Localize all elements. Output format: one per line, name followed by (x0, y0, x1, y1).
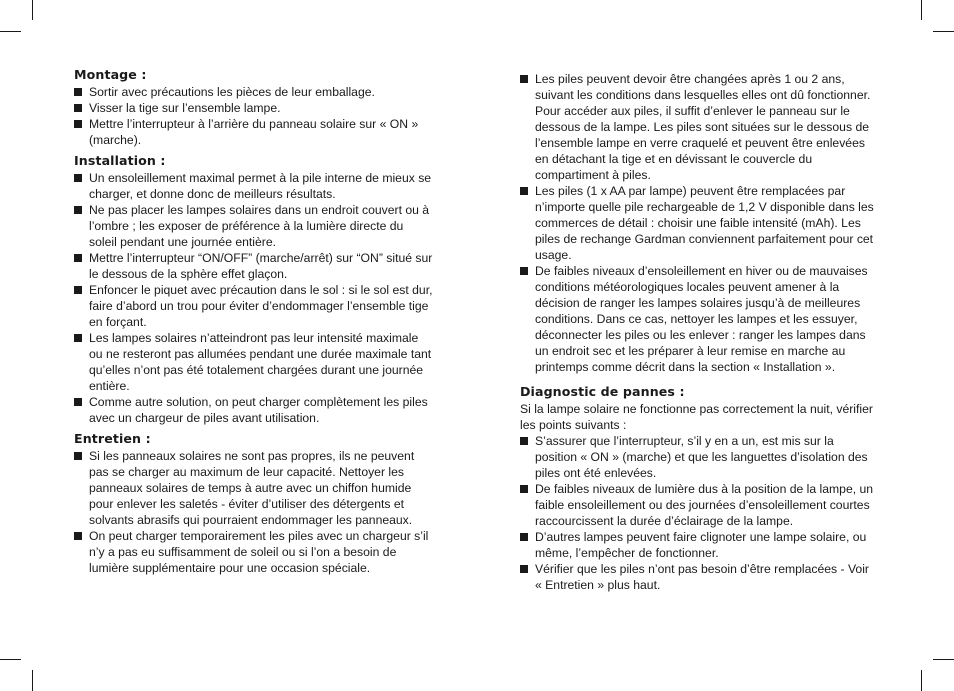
list-item: Comme autre solution, on peut charger complètement les piles avec un chargeur de piles avant utilisation. (74, 394, 434, 426)
section-title: Diagnostic de pannes : (520, 384, 685, 399)
crop-mark (0, 31, 21, 32)
square-bullet-icon (74, 334, 82, 342)
section-title: Installation : (74, 153, 166, 168)
list-item: Vérifier que les piles n’ont pas besoin d’être remplacées - Voir « Entretien » plus haut. (520, 561, 878, 593)
list-item: Mettre l’interrupteur à l’arrière du panneau solaire sur « ON » (marche). (74, 116, 434, 148)
list-item: On peut charger temporairement les piles avec un chargeur s’il n’y a pas eu suffisamment de soleil ou si l’on a besoin de lumière supplémentaire pour une occasion spéciale. (74, 528, 434, 576)
square-bullet-icon (520, 437, 528, 445)
bullet-list (520, 71, 878, 375)
list-item: Ne pas placer les lampes solaires dans un endroit couvert ou à l’ombre ; les exposer de préférence à la lumière directe du soleil pendant une journée entière. (74, 202, 434, 250)
crop-mark (32, 0, 33, 20)
bullet-list (520, 433, 878, 593)
square-bullet-icon (520, 187, 528, 195)
bullet-list (74, 448, 434, 576)
square-bullet-icon (520, 533, 528, 541)
square-bullet-icon (74, 286, 82, 294)
square-bullet-icon (74, 88, 82, 96)
list-item: S’assurer que l’interrupteur, s’il y en a un, est mis sur la position « ON » (marche) et que les languettes d’isolation des piles ont été enlevées. (520, 433, 878, 481)
list-item: Un ensoleillement maximal permet à la pile interne de mieux se charger, et donne donc de meilleurs résultats. (74, 170, 434, 202)
section-diagnostic (520, 383, 878, 593)
square-bullet-icon (74, 398, 82, 406)
list-item: Enfoncer le piquet avec précaution dans le sol : si le sol est dur, faire d’abord un trou pour éviter d’endommager l’ensemble tige en forçant. (74, 282, 434, 330)
section-montage (74, 66, 434, 148)
list-item: Visser la tige sur l’ensemble lampe. (74, 100, 434, 116)
list-item: Mettre l’interrupteur “ON/OFF” (marche/arrêt) sur “ON” situé sur le dessous de la sphère effet glaçon. (74, 250, 434, 282)
crop-mark (933, 659, 954, 660)
list-item: Les piles peuvent devoir être changées après 1 ou 2 ans, suivant les conditions dans lesquelles elles ont dû fonctionner. Pour accéder aux piles, il suffit d’enlever le panneau sur le dessous de la lampe. Les piles sont situées sur le dessous de l’ensemble lampe en verre craquelé et peuvent être enlevées en détachant la tige et en dévissant le couvercle du compartiment à piles. (520, 71, 878, 183)
square-bullet-icon (520, 75, 528, 83)
bullet-list (74, 170, 434, 426)
section-entretien (74, 430, 434, 576)
list-item: D’autres lampes peuvent faire clignoter une lampe solaire, ou même, l’empêcher de fonctionner. (520, 529, 878, 561)
square-bullet-icon (74, 104, 82, 112)
crop-mark (0, 659, 21, 660)
square-bullet-icon (74, 532, 82, 540)
list-item: De faibles niveaux de lumière dus à la position de la lampe, un faible ensoleillement ou des journées d’ensoleillement courtes raccourcissent la durée d’éclairage de la lampe. (520, 481, 878, 529)
section-title: Entretien : (74, 431, 151, 446)
crop-mark (933, 31, 954, 32)
square-bullet-icon (74, 452, 82, 460)
square-bullet-icon (74, 174, 82, 182)
square-bullet-icon (520, 267, 528, 275)
section-installation (74, 152, 434, 426)
bullet-list (74, 84, 434, 148)
list-item: Les lampes solaires n’atteindront pas leur intensité maximale ou ne resteront pas allumées pendant une durée maximale tant qu’elles n’ont pas été totalement chargées durant une journée entière. (74, 330, 434, 394)
crop-mark (921, 0, 922, 20)
square-bullet-icon (520, 565, 528, 573)
diagnostic-intro: Si la lampe solaire ne fonctionne pas correctement la nuit, vérifier les points suivants : (520, 402, 873, 432)
square-bullet-icon (74, 254, 82, 262)
square-bullet-icon (74, 120, 82, 128)
section-title: Montage : (74, 67, 147, 82)
list-item: Si les panneaux solaires ne sont pas propres, ils ne peuvent pas se charger au maximum de leur capacité. Nettoyer les panneaux solaires de temps à autre avec un chiffon humide pour enlever les saletés - éviter d’utiliser des détergents et solvants abrasifs qui pourraient endommager les panneaux. (74, 448, 434, 528)
left-column (74, 66, 434, 580)
square-bullet-icon (520, 485, 528, 493)
crop-mark (32, 670, 33, 691)
list-item: De faibles niveaux d’ensoleillement en hiver ou de mauvaises conditions météorologiques locales peuvent amener à la décision de ranger les lampes solaires jusqu’à de meilleures conditions. Dans ce cas, nettoyer les lampes et les essuyer, déconnecter les piles ou les enlever : ranger les lampes dans un endroit sec et les préparer à leur remise en marche au printemps comme décrit dans la section « Installation ». (520, 263, 878, 375)
crop-mark (921, 670, 922, 691)
list-item: Les piles (1 x AA par lampe) peuvent être remplacées par n’importe quelle pile rechargeable de 1,2 V disponible dans les commerces de détail : choisir une faible intensité (mAh). Les piles de rechange Gardman conviennent parfaitement pour cet usage. (520, 183, 878, 263)
right-column (520, 71, 878, 597)
square-bullet-icon (74, 206, 82, 214)
section-entretien-continued (520, 71, 878, 375)
list-item: Sortir avec précautions les pièces de leur emballage. (74, 84, 434, 100)
